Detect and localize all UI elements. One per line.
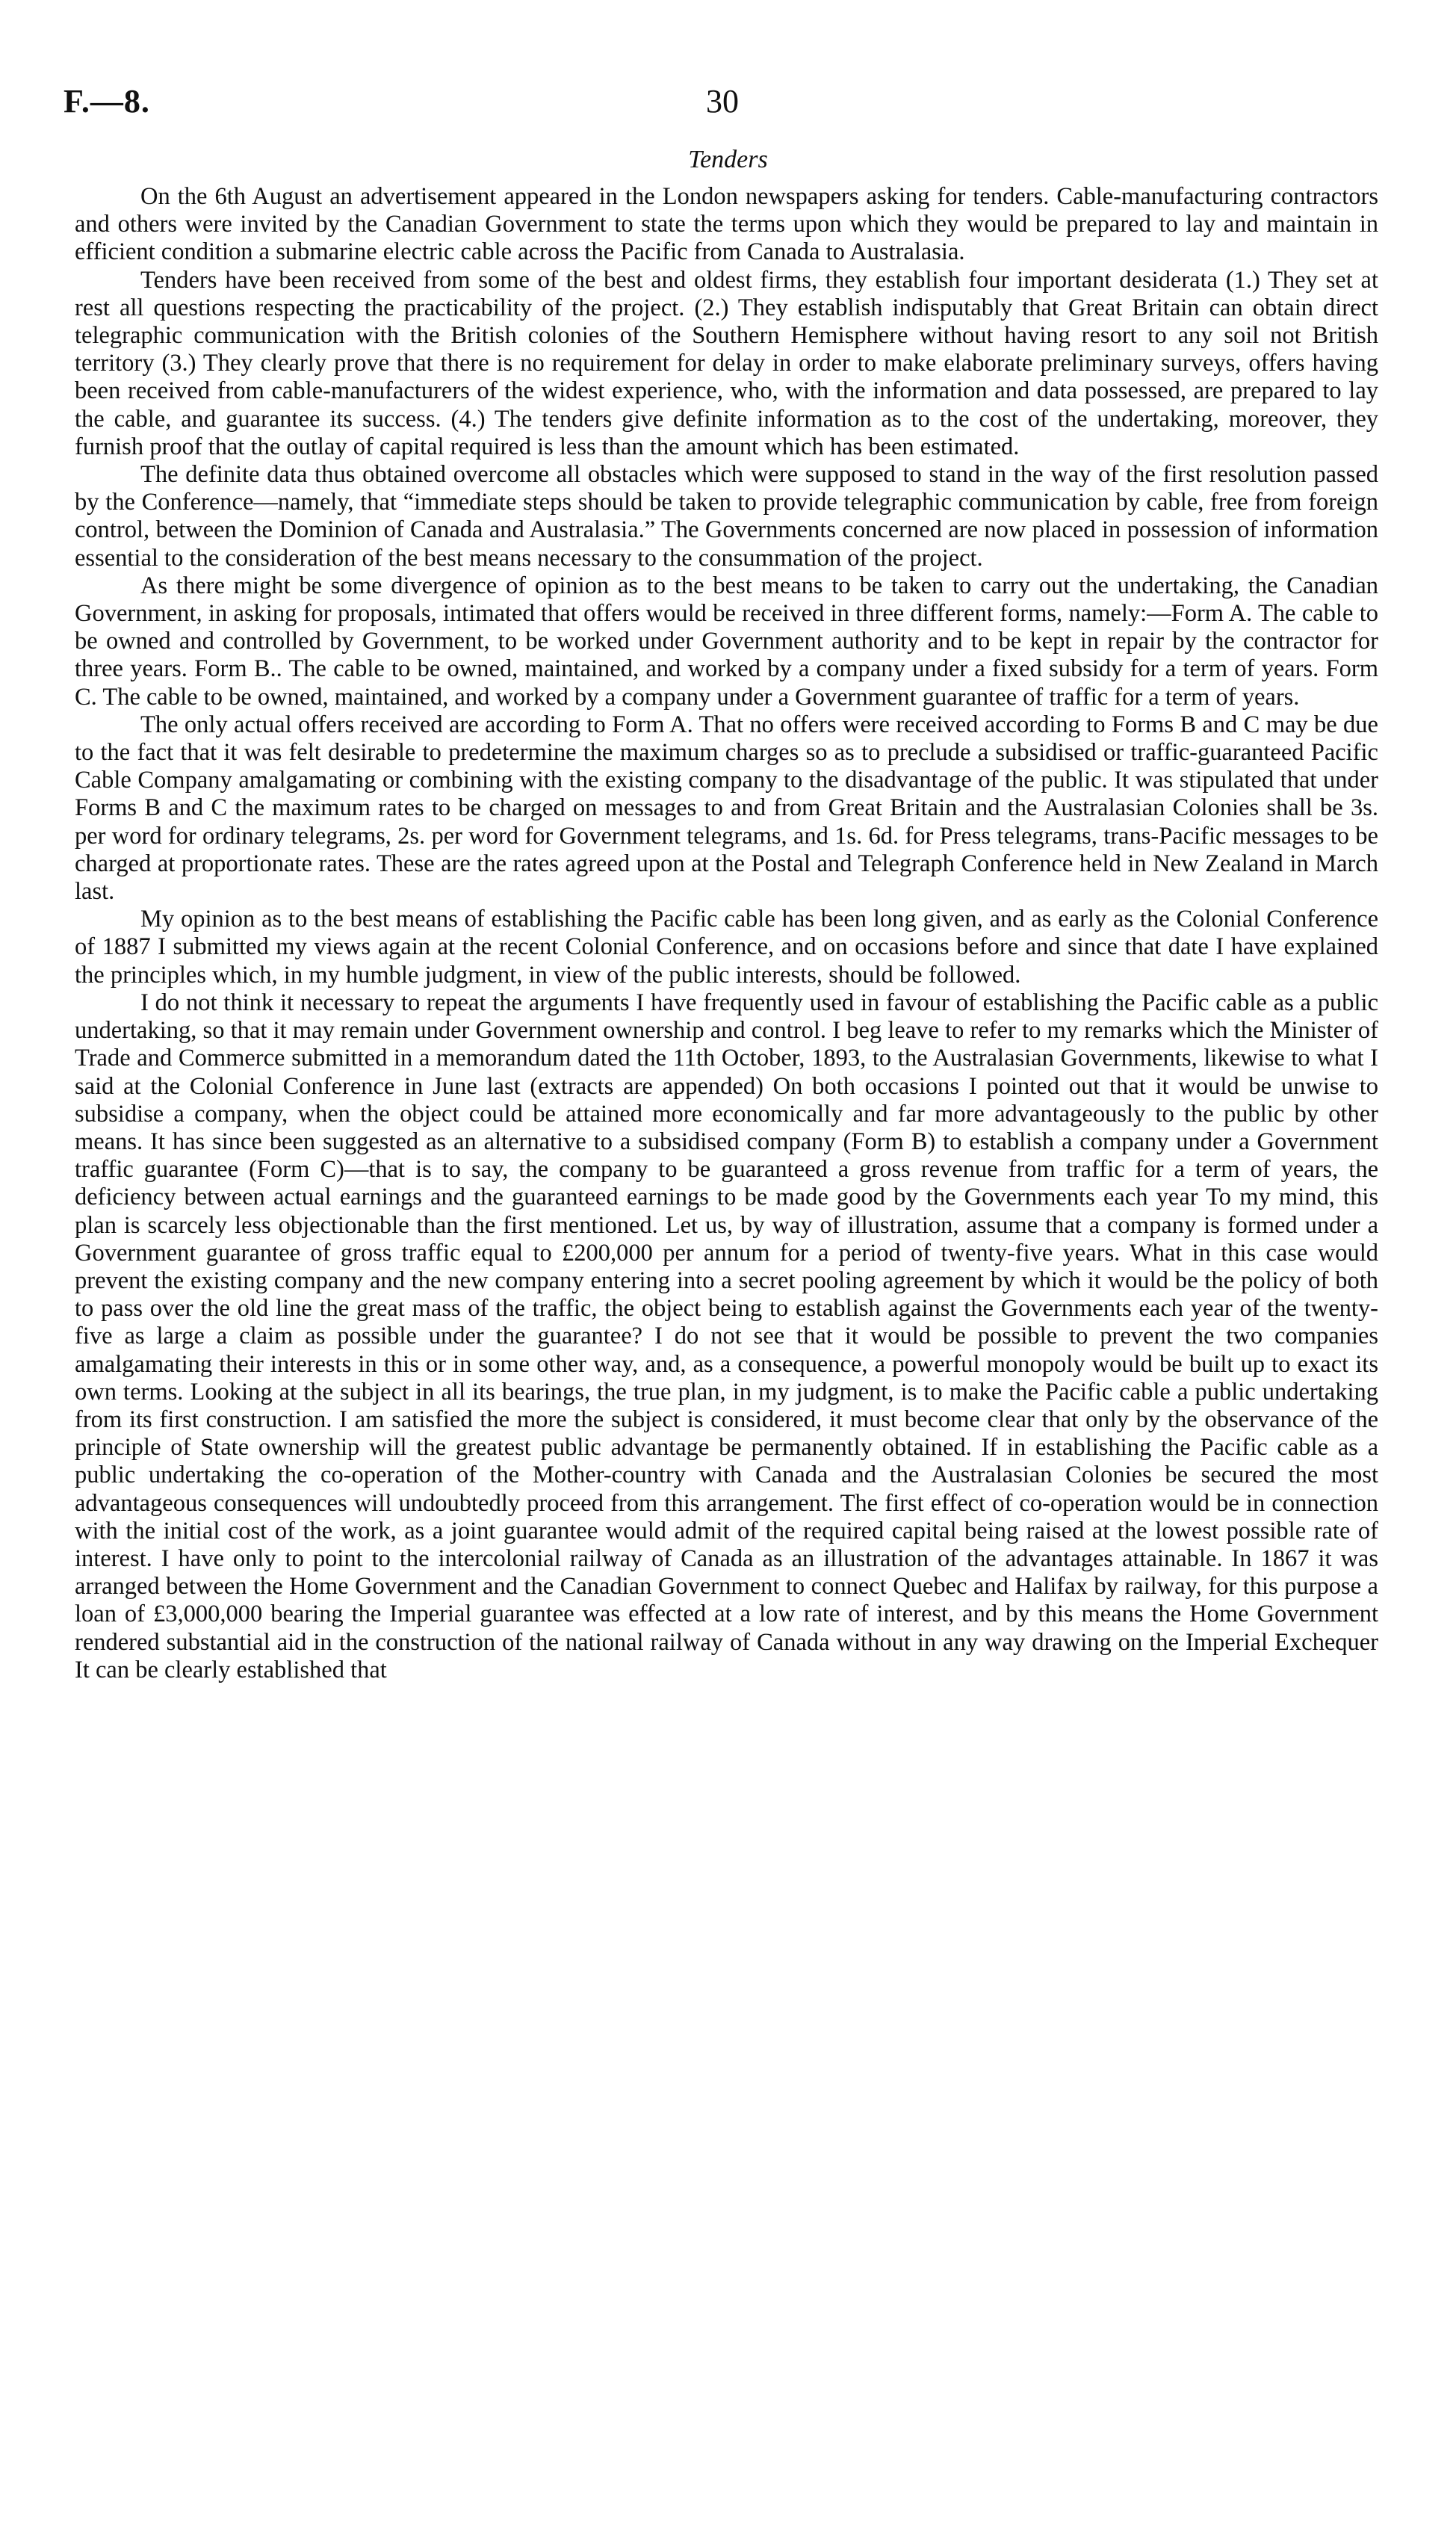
- paragraph: Tenders have been received from some of the best and oldest firms, they establish four important desiderata (1.) They set at rest all questions respecting the practicability of the project. (2.) They establish indisputably that Great Britain can obtain direct telegraphic communication with the British colonies of the Southern Hemisphere without having resort to any soil not British territory (3.) They clearly prove that there is no requirement for delay in order to make elaborate preliminary surveys, offers having been received from cable-manufacturers of the widest experience, who, with the information and data possessed, are prepared to lay the cable, and guarantee its success. (4.) The tenders give definite information as to the cost of the undertaking, moreover, they furnish proof that the outlay of capital required is less than the amount which has been estimated.: [75, 266, 1378, 460]
- paragraph: The only actual offers received are according to Form A. That no offers were received according to Forms B and C may be due to the fact that it was felt desirable to predetermine the maximum charges so as to preclude a subsidised or traffic-guaranteed Pacific Cable Company amalgamating or combining with the existing company to the disadvantage of the public. It was stipulated that under Forms B and C the maximum rates to be charged on messages to and from Great Britain and the Australasian Colonies shall be 3s. per word for ordinary telegrams, 2s. per word for Government telegrams, and 1s. 6d. for Press telegrams, trans-Pacific messages to be charged at proportionate rates. These are the rates agreed upon at the Postal and Telegraph Conference held in New Zealand in March last.: [75, 711, 1378, 906]
- paragraph: I do not think it necessary to repeat the arguments I have frequently used in favour of establishing the Pacific cable as a public undertaking, so that it may remain under Government ownership and control. I beg leave to refer to my remarks which the Minister of Trade and Commerce submitted in a memorandum dated the 11th October, 1893, to the Australasian Governments, likewise to what I said at the Colonial Conference in June last (extracts are appended) On both occasions I pointed out that it would be unwise to subsidise a company, when the object could be attained more economically and far more advantageously to the public by other means. It has since been suggested as an alternative to a subsidised company (Form B) to establish a company under a Government traffic guarantee (Form C)—that is to say, the company to be guaranteed a gross revenue from traffic for a term of years, the deficiency between actual earnings and the guaranteed earnings to be made good by the Governments each year To my mind, this plan is scarcely less objectionable than the first mentioned. Let us, by way of illustration, assume that a company is formed under a Government guarantee of gross traffic equal to £200,000 per annum for a period of twenty-five years. What in this case would prevent the existing company and the new company entering into a secret pooling agreement by which it would be the policy of both to pass over the old line the great mass of the traffic, the object being to establish against the Governments each year of the twenty-five as large a claim as possible under the guarantee? I do not see that it would be possible to prevent the two companies amalgamating their interests in this or in some other way, and, as a consequence, a powerful monopoly would be built up to exact its own terms. Looking at the subject in all its bearings, the true plan, in my judgment, is to make the Pacific cable a public undertaking from its first construction. I am satisfied the more the subject is considered, it must become clear that only by the observance of the principle of State ownership will the greatest public advantage be permanently obtained. If in establishing the Pacific cable as a public undertaking the co-operation of the Mother-country with Canada and the Australasian Colonies be secured the most advantageous consequences will undoubtedly proceed from this arrangement. The first effect of co-operation would be in connection with the initial cost of the work, as a joint guarantee would admit of the required capital being raised at the lowest possible rate of interest. I have only to point to the intercolonial railway of Canada as an illustration of the advantages attainable. In 1867 it was arranged between the Home Government and the Canadian Government to connect Quebec and Halifax by railway, for this purpose a loan of £3,000,000 bearing the Imperial guarantee was effected at a low rate of interest, and by this means the Home Government rendered substantial aid in the construction of the national railway of Canada without in any way drawing on the Imperial Exchequer It can be clearly established that: [75, 989, 1378, 1683]
- section-heading: Tenders: [688, 146, 768, 173]
- page-header: [63, 82, 1393, 127]
- body-text: [75, 183, 1378, 1684]
- paragraph: On the 6th August an advertisement appeared in the London newspapers asking for tenders. Cable-manufacturing contractors and others were invited by the Canadian Government to state the terms upon which they would be prepared to lay and maintain in efficient condition a submarine electric cable across the Pacific from Canada to Australasia.: [75, 183, 1378, 266]
- page-number: 30: [706, 83, 739, 120]
- paragraph: The definite data thus obtained overcome all obstacles which were supposed to stand in the way of the first resolution passed by the Conference—namely, that “immediate steps should be taken to provide telegraphic communication by cable, free from foreign control, between the Dominion of Canada and Australasia.” The Governments concerned are now placed in possession of information essential to the consideration of the best means necessary to the consummation of the project.: [75, 461, 1378, 572]
- document-reference: F.—8.: [63, 83, 150, 120]
- paragraph: As there might be some divergence of opinion as to the best means to be taken to carry out the undertaking, the Canadian Government, in asking for proposals, intimated that offers would be received in three different forms, namely:—Form A. The cable to be owned and controlled by Government, to be worked under Government authority and to be kept in repair by the contractor for three years. Form B.. The cable to be owned, maintained, and worked by a company under a fixed subsidy for a term of years. Form C. The cable to be owned, maintained, and worked by a company under a Government guarantee of traffic for a term of years.: [75, 572, 1378, 711]
- paragraph: My opinion as to the best means of establishing the Pacific cable has been long given, and as early as the Colonial Conference of 1887 I submitted my views again at the recent Colonial Conference, and on occasions before and since that date I have explained the principles which, in my humble judgment, in view of the public interests, should be followed.: [75, 906, 1378, 989]
